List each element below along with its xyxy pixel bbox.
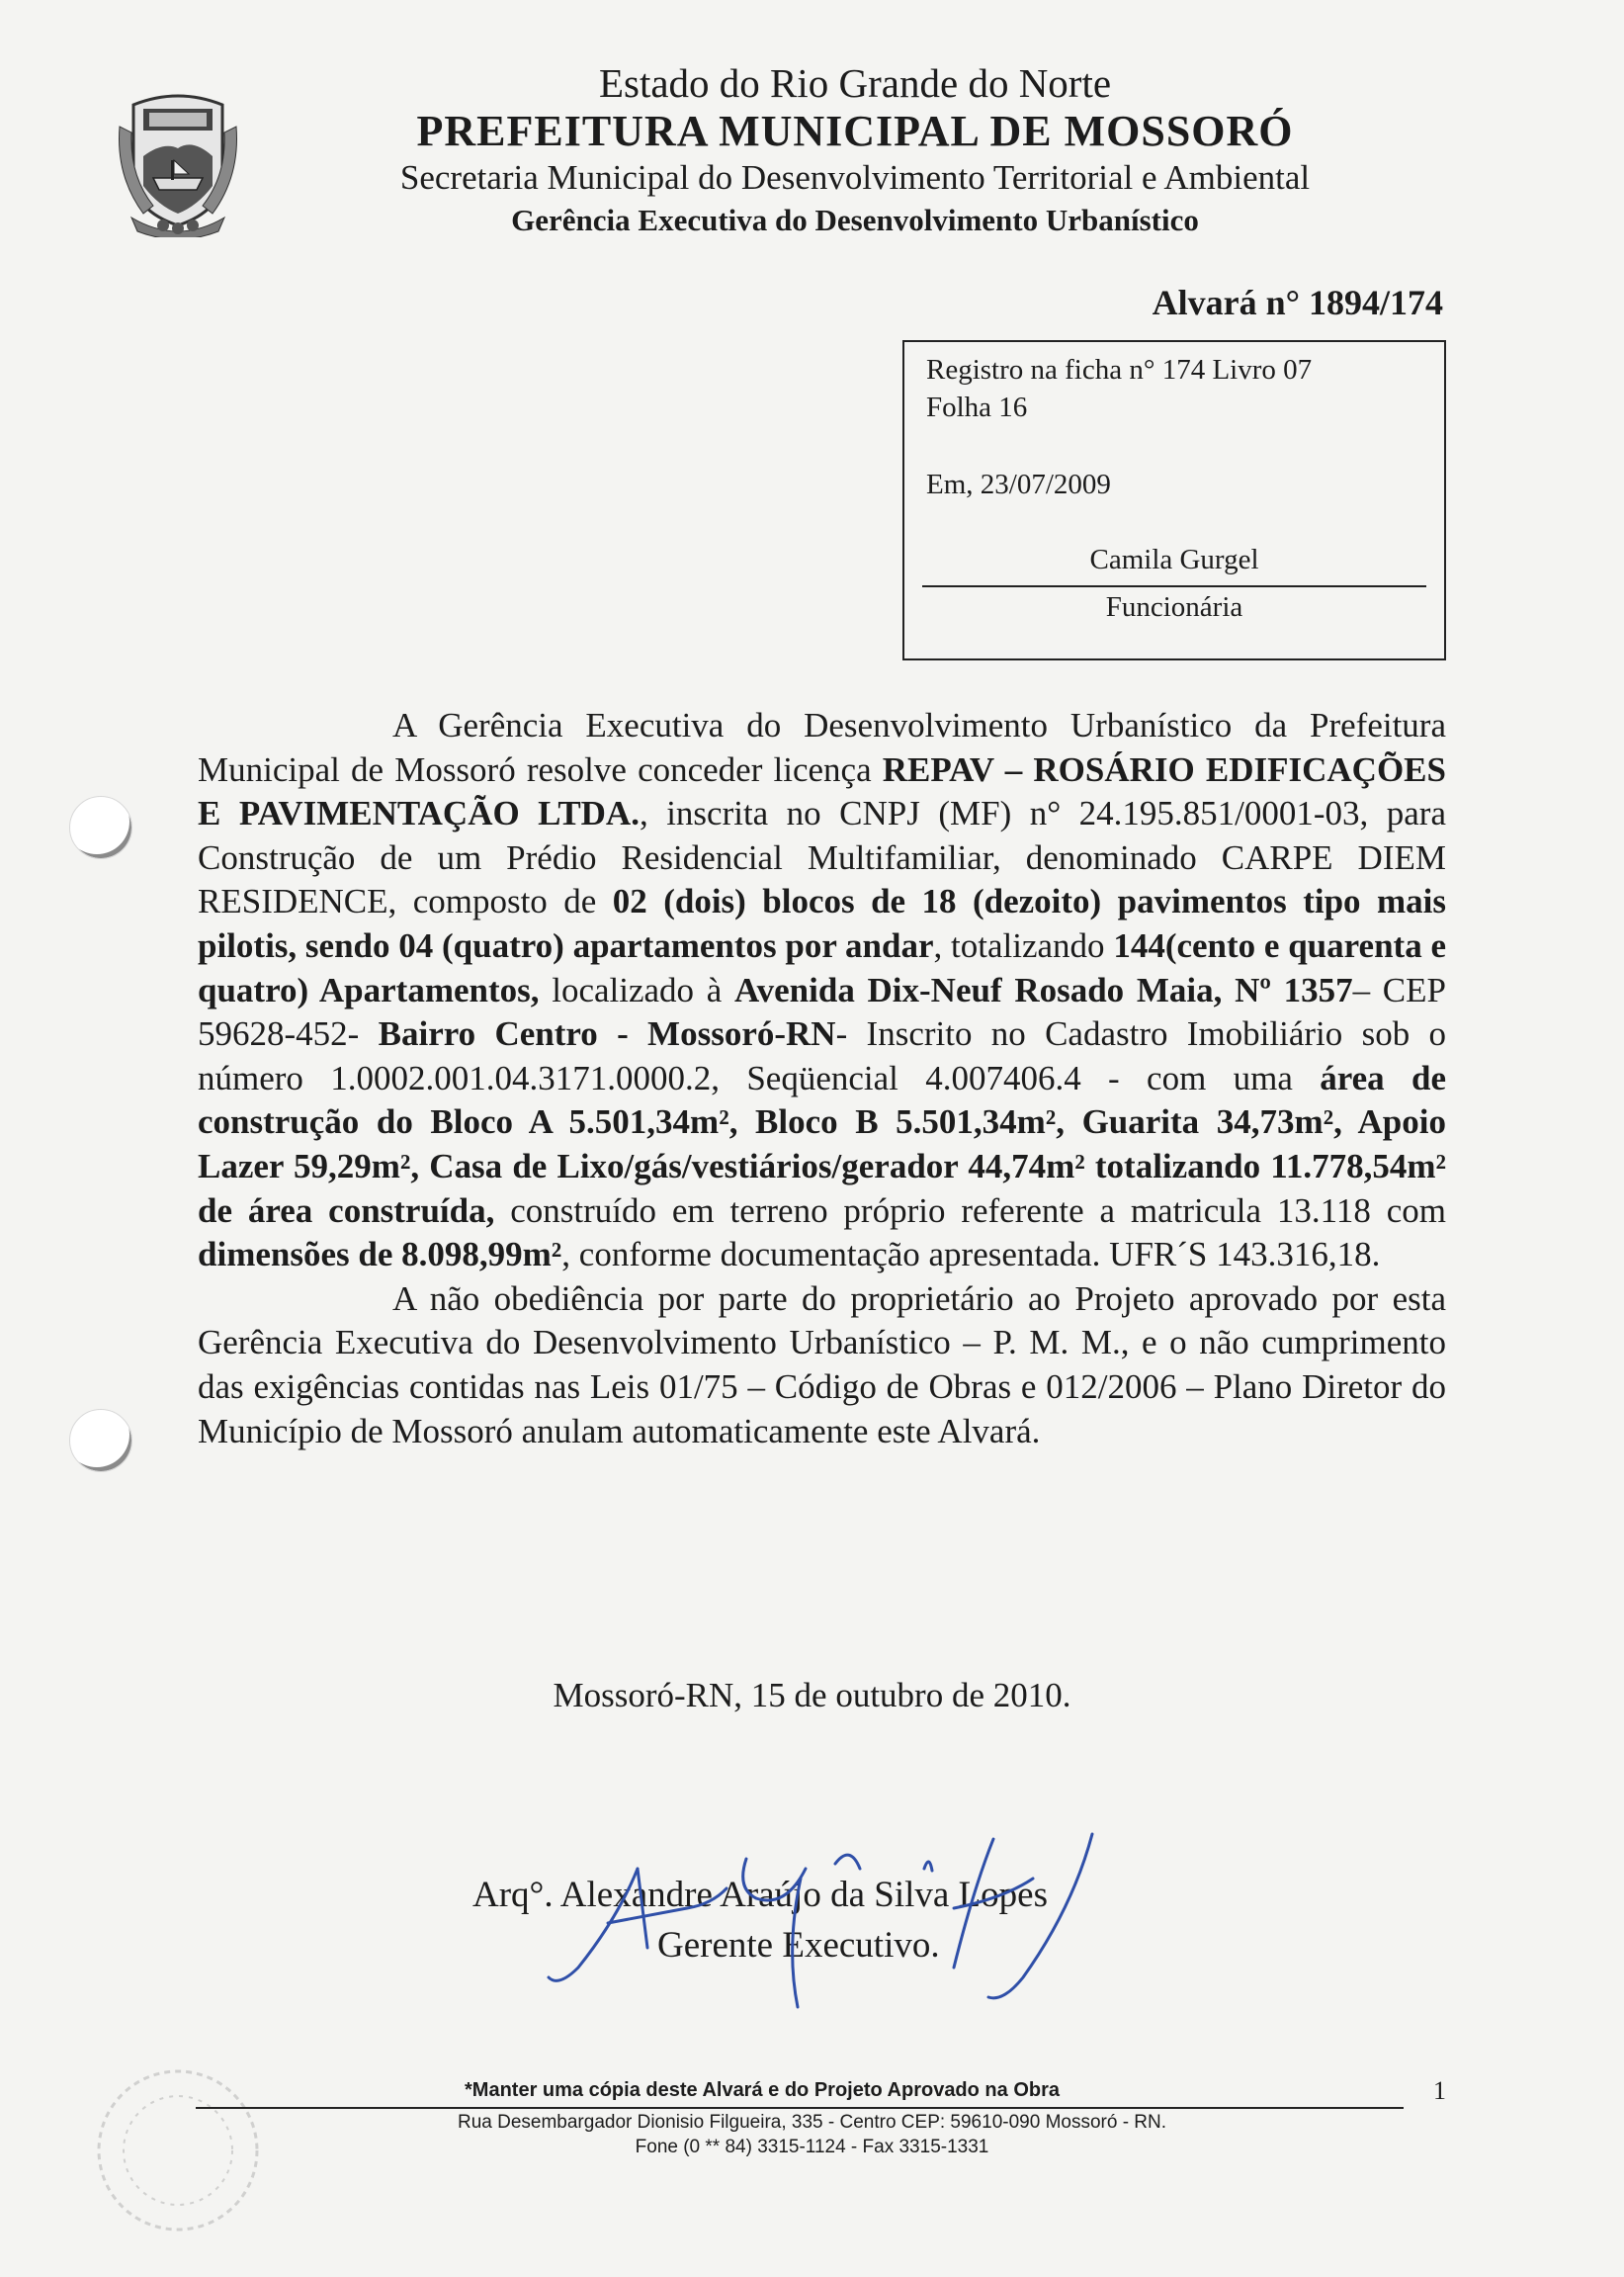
handwritten-signature [539, 1829, 1132, 2027]
footer-note: *Manter uma cópia deste Alvará e do Projeto Aprovado na Obra [465, 2079, 1061, 2101]
footer-phone: Fone (0 ** 84) 3315-1124 - Fax 3315-1331 [635, 2137, 989, 2157]
registry-signature-line [922, 585, 1426, 587]
letterhead [326, 59, 1384, 241]
mossoro-coat-of-arms-icon [114, 87, 242, 237]
text-span: localizado à [539, 970, 734, 1009]
registry-role: Funcionária [1105, 591, 1243, 623]
text-span: , conforme documentação apresentada. UFR´S 143.316,18. [561, 1235, 1381, 1274]
text-span: - Inscrito no Cadastro Imobiliário sob o número 1.0002.001.04.3171.0000.2, Seqüencial 4.007406.4 - com uma [198, 1014, 1447, 1097]
company-name: REPAV – ROSÁRIO EDIFICAÇÕES E PAVIMENTAÇÃO LTDA. [198, 749, 1446, 833]
text-span: – CEP 59628-452- [198, 970, 1446, 1054]
text-span: , inscrita no CNPJ (MF) n° 24.195.851/0001-03, para Construção de um Prédio Residencial Multifamiliar, denominado CARPE DIEM RESIDENCE, composto de [198, 794, 1446, 921]
registry-box [902, 340, 1446, 660]
signatory-role: Gerente Executivo. [657, 1925, 940, 1966]
text-span: construído em terreno próprio referente a matricula 13.118 com [494, 1190, 1446, 1230]
alvara-number: Alvará n° 1894/174 [1152, 283, 1443, 322]
apartments-total: 144(cento e quarenta e quatro) Apartamentos, [198, 925, 1446, 1009]
address-district: Bairro Centro - Mossoró-RN [378, 1014, 836, 1054]
footer-address-block [0, 2110, 1624, 2159]
footer-address: Rua Desembargador Dionisio Filgueira, 335 - Centro CEP: 59610-090 Mossoró - RN. [457, 2112, 1167, 2133]
signatory-name: Arq°. Alexandre Araújo da Silva Lopes [472, 1875, 1048, 1915]
management-name: Gerência Executiva do Desenvolvimento Urbanístico [511, 203, 1199, 237]
footer-divider [196, 2107, 1404, 2109]
registry-date: Em, 23/07/2009 [926, 469, 1111, 500]
address-street: Avenida Dix-Neuf Rosado Maia, Nº 1357 [733, 970, 1353, 1009]
registry-line-1: Registro na ficha n° 174 Livro 07 [926, 354, 1313, 386]
issue-date: Mossoró-RN, 15 de outubro de 2010. [553, 1676, 1071, 1714]
paragraph-conditions: A não obediência por parte do proprietário ao Projeto aprovado por esta Gerência Executiva do Desenvolvimento Urbanístico – P. M. M., e o não cumprimento das exigências contidas nas Leis 01/75 – Código de Obras e 012/2006 – Plano Diretor do Município de Mossoró anulam automaticamente este Alvará. [198, 1278, 1446, 1450]
punch-hole-top [69, 796, 132, 859]
page-number: 1 [1433, 2076, 1446, 2105]
construction-area: área de construção do Bloco A 5.501,34m², Bloco B 5.501,34m², Guarita 34,73m², Apoio Lazer 59,29m², Casa de Lixo/gás/vestiários/gerador 44,74m² totalizando 11.778,54m² de área construída, [198, 1058, 1447, 1230]
text-span: , totalizando [933, 925, 1114, 965]
blocks-description: 02 (dois) blocos de 18 (dezoito) pavimentos tipo mais pilotis, sendo 04 (quatro) apartamentos por andar [198, 882, 1447, 965]
registry-signer: Camila Gurgel [1089, 544, 1259, 575]
registry-line-2: Folha 16 [926, 392, 1028, 423]
text-span: A Gerência Executiva do Desenvolvimento Urbanístico da Prefeitura Municipal de Mossoró resolve conceder licença [198, 706, 1446, 789]
license-body [198, 704, 1446, 1453]
paragraph-license [198, 704, 1446, 1277]
prefecture-name: PREFEITURA MUNICIPAL DE MOSSORÓ [416, 107, 1294, 155]
secretariat-name: Secretaria Municipal do Desenvolvimento Territorial e Ambiental [399, 158, 1311, 197]
state-name: Estado do Rio Grande do Norte [598, 60, 1112, 106]
punch-hole-bottom [69, 1409, 132, 1472]
land-dimensions: dimensões de 8.098,99m² [198, 1235, 562, 1274]
